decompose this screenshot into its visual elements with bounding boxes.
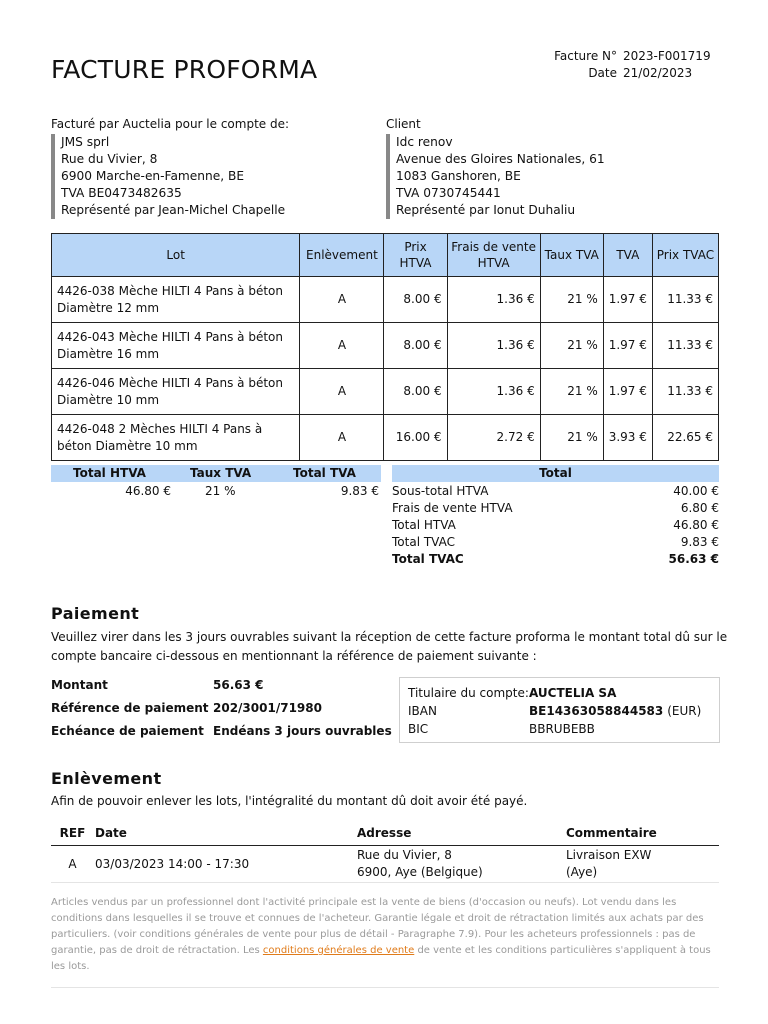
lot-price-htva: 16.00 € (384, 415, 447, 461)
lot-description: 4426-043 Mèche HILTI 4 Pans à béton Diamètre 16 mm (52, 323, 300, 369)
vat-summary-header (51, 465, 381, 482)
client-line: Avenue des Gloires Nationales, 61 (396, 152, 605, 166)
page-title: FACTURE PROFORMA (51, 55, 318, 84)
pickup-address-line: 6900, Aye (Belgique) (357, 865, 483, 879)
payment-reference: 202/3001/71980 (213, 701, 322, 715)
column-header: Enlèvement (300, 234, 384, 277)
billed-by-line: Représenté par Jean-Michel Chapelle (61, 203, 286, 217)
pickup-comment-line: Livraison EXW (566, 848, 652, 862)
lot-price-htva: 8.00 € (384, 323, 447, 369)
lots-table (51, 233, 719, 461)
legal-text: Articles vendus par un professionnel dont l'activité principale est la vente de biens (d'occasion ou neufs). Lot vendu dans les conditions dans lesquelles il se trouve et connues de l'acheteur. Garantie légale et droit de rétractation limités aux achats par des particuliers. (voir conditions générales de vente pour plus de détail - Paragraphe 7.9). Pour les acheteurs professionnels : pas de garantie, pas de droit de rétractation. Les (51, 897, 704, 956)
lot-vat-rate: 21 % (540, 277, 603, 323)
client-line: 1083 Ganshoren, BE (396, 169, 521, 183)
terms-link[interactable]: conditions générales de vente (262, 945, 415, 956)
lot-fees: 1.36 € (447, 277, 540, 323)
payment-amount-label: Montant (51, 678, 108, 692)
bank-iban: BE14363058844583 (529, 704, 664, 718)
totals-value: 56.63 € (668, 552, 719, 566)
lot-pickup: A (300, 277, 384, 323)
vat-summary-total-tva: 9.83 € (340, 484, 379, 498)
totals-label: Total HTVA (392, 518, 456, 532)
column-header: Date (94, 821, 356, 846)
lot-vat: 3.93 € (603, 415, 652, 461)
column-header: Prix HTVA (384, 234, 447, 277)
lot-vat: 1.97 € (603, 369, 652, 415)
totals-row (392, 500, 719, 517)
lot-description: 4426-046 Mèche HILTI 4 Pans à béton Diamètre 10 mm (52, 369, 300, 415)
client-line: TVA 0730745441 (396, 186, 501, 200)
totals-header: Total (392, 465, 719, 482)
billed-by-heading: Facturé par Auctelia pour le compte de: (51, 117, 290, 131)
bank-iban-currency: (EUR) (667, 704, 702, 718)
payment-intro-line: compte bancaire ci-dessous en mentionnant la référence de paiement suivante : (51, 649, 537, 663)
lot-price-htva: 8.00 € (384, 277, 447, 323)
totals-label: Total TVAC (392, 535, 455, 549)
vat-summary-header-cell: Total TVA (293, 466, 356, 480)
lot-fees: 1.36 € (447, 323, 540, 369)
payment-intro (51, 628, 731, 666)
column-header: Commentaire (565, 821, 719, 846)
totals-value: 46.80 € (673, 518, 719, 532)
lot-vat: 1.97 € (603, 323, 652, 369)
bank-iban-row (408, 702, 711, 720)
lot-description: 4426-048 2 Mèches HILTI 4 Pans à béton Diamètre 10 mm (52, 415, 300, 461)
column-header: Frais de vente HTVA (447, 234, 540, 277)
payment-due: Endéans 3 jours ouvrables (213, 724, 392, 738)
pickup-ref: A (68, 857, 77, 871)
table-row (52, 323, 719, 369)
lot-price-tvac: 11.33 € (652, 369, 718, 415)
column-header: Adresse (356, 821, 565, 846)
vat-summary-header-cell: Total HTVA (73, 466, 146, 480)
table-row (52, 415, 719, 461)
totals-row-grand (392, 551, 719, 568)
vat-summary-header-cell: Taux TVA (190, 466, 252, 480)
lot-fees: 1.36 € (447, 369, 540, 415)
totals-label: Frais de vente HTVA (392, 501, 513, 515)
bank-holder-label: Titulaire du compte: (408, 686, 529, 700)
bank-holder: AUCTELIA SA (529, 686, 617, 700)
client-line: Idc renov (396, 135, 453, 149)
bank-iban-label: IBAN (408, 704, 437, 718)
totals-label: Total TVAC (392, 552, 464, 566)
pickup-heading: Enlèvement (51, 769, 162, 788)
totals-value: 40.00 € (673, 484, 719, 498)
column-header: Prix TVAC (652, 234, 718, 277)
legal-text-end: de vente et les conditions particulières s'appliquent à tous les lots. (51, 945, 711, 972)
table-row (52, 369, 719, 415)
pickup-address (356, 846, 565, 883)
billed-by-block (51, 134, 361, 219)
legal-divider-bottom (51, 987, 719, 988)
pickup-address-line: Rue du Vivier, 8 (357, 848, 452, 862)
lot-vat-rate: 21 % (540, 415, 603, 461)
lot-pickup: A (300, 323, 384, 369)
column-header: Taux TVA (540, 234, 603, 277)
totals-row (392, 483, 719, 500)
lots-header-row (52, 234, 719, 277)
invoice-date: 21/02/2023 (623, 66, 693, 80)
billed-by-line: 6900 Marche-en-Famenne, BE (61, 169, 245, 183)
payment-heading: Paiement (51, 604, 140, 623)
vat-summary-total-htva: 46.80 € (125, 484, 171, 498)
bank-bic-row (408, 720, 711, 738)
lot-vat-rate: 21 % (540, 323, 603, 369)
lot-price-htva: 8.00 € (384, 369, 447, 415)
payment-intro-line: Veuillez virer dans les 3 jours ouvrables suivant la réception de cette facture proforma le montant total dû sur le (51, 630, 728, 644)
client-line: Représenté par Ionut Duhaliu (396, 203, 576, 217)
lot-vat-rate: 21 % (540, 369, 603, 415)
lot-pickup: A (300, 415, 384, 461)
lot-price-tvac: 11.33 € (652, 277, 718, 323)
bank-account-box (399, 677, 720, 743)
billed-by-line: JMS sprl (61, 135, 110, 149)
bank-bic: BBRUBEBB (529, 722, 595, 736)
totals-value: 6.80 € (680, 501, 719, 515)
column-header: REF (51, 821, 94, 846)
pickup-comment-line: (Aye) (566, 865, 598, 879)
client-heading: Client (386, 117, 421, 131)
column-header: TVA (603, 234, 652, 277)
invoice-date-label: Date (588, 66, 617, 80)
totals-label: Sous-total HTVA (392, 484, 489, 498)
pickup-date: 03/03/2023 14:00 - 17:30 (95, 857, 250, 871)
lot-fees: 2.72 € (447, 415, 540, 461)
table-row (51, 846, 719, 883)
bank-bic-label: BIC (408, 722, 429, 736)
lot-price-tvac: 22.65 € (652, 415, 718, 461)
lot-vat: 1.97 € (603, 277, 652, 323)
totals-row (392, 517, 719, 534)
totals-row (392, 534, 719, 551)
payment-amount: 56.63 € (213, 678, 264, 692)
vat-summary-values (51, 483, 381, 500)
pickup-intro: Afin de pouvoir enlever les lots, l'intégralité du montant dû doit avoir été payé. (51, 794, 528, 808)
column-header: Lot (52, 234, 300, 277)
totals-value: 9.83 € (680, 535, 719, 549)
payment-due-label: Echéance de paiement (51, 724, 204, 738)
legal-notice (51, 895, 719, 975)
pickup-table (51, 821, 719, 882)
lot-description: 4426-038 Mèche HILTI 4 Pans à béton Diamètre 12 mm (52, 277, 300, 323)
invoice-number-label: Facture N° (554, 49, 617, 63)
lot-pickup: A (300, 369, 384, 415)
bank-holder-row (408, 684, 711, 702)
lot-price-tvac: 11.33 € (652, 323, 718, 369)
payment-reference-label: Référence de paiement (51, 701, 209, 715)
legal-divider-top (51, 882, 719, 883)
billed-by-line: Rue du Vivier, 8 (61, 152, 158, 166)
pickup-comment (565, 846, 719, 883)
vat-summary-rate: 21 % (205, 484, 236, 498)
client-block (386, 134, 726, 219)
invoice-number: 2023-F001719 (623, 49, 711, 63)
totals-block (392, 483, 719, 568)
invoice-meta (540, 48, 711, 82)
billed-by-line: TVA BE0473482635 (61, 186, 182, 200)
table-row (52, 277, 719, 323)
pickup-header-row (51, 821, 719, 846)
